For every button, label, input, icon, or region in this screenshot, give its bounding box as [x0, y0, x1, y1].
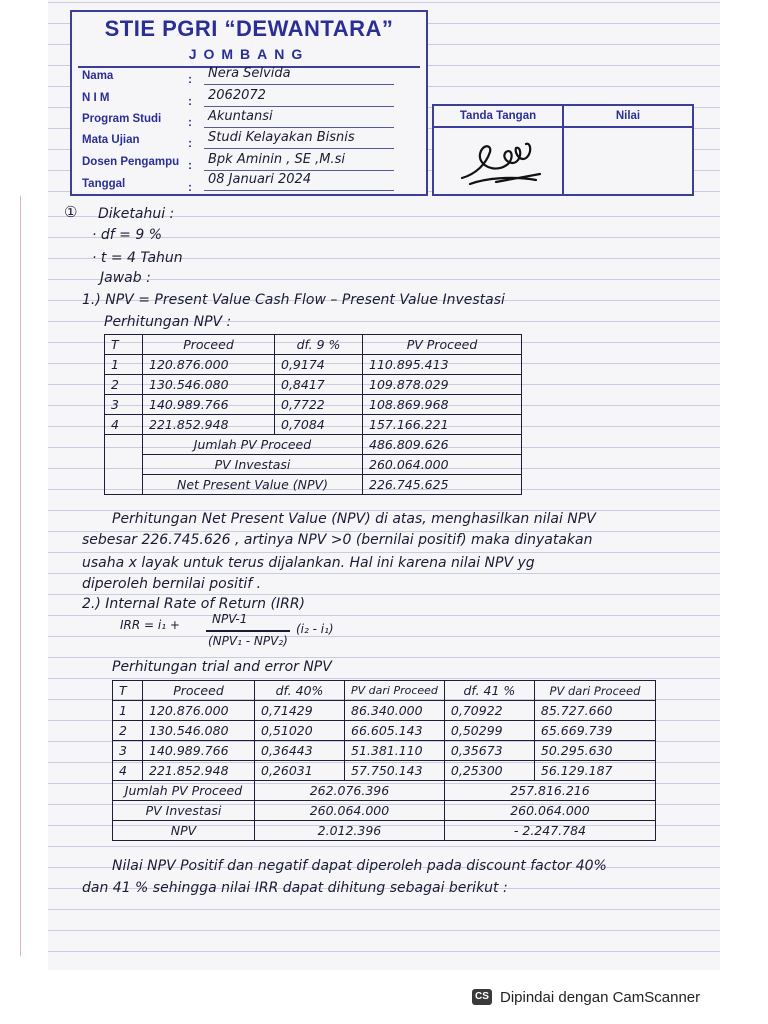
table-row: [105, 395, 522, 415]
irr-trial-table: [112, 680, 656, 841]
field-value-tanggal: 08 Januari 2024: [208, 172, 312, 187]
table-cell: 2: [105, 375, 143, 395]
summary-row: [105, 475, 522, 495]
table-cell: 56.129.187: [534, 761, 655, 781]
scanner-caption: Dipindai dengan CamScanner: [500, 988, 701, 1006]
given-heading: Diketahui :: [98, 206, 175, 222]
summary-value: 262.076.396: [255, 781, 445, 801]
field-label-nama: Nama: [82, 70, 114, 82]
field-colon: :: [188, 136, 192, 150]
field-value-program-studi: Akuntansi: [208, 109, 273, 124]
table-cell: 130.546.080: [143, 721, 255, 741]
table-cell: 66.605.143: [345, 721, 445, 741]
summary-row: [113, 781, 656, 801]
column-header: Proceed: [143, 681, 255, 701]
irr-conclusion-line: dan 41 % sehingga nilai IRR dapat dihitung sebagai berikut :: [82, 880, 508, 896]
field-rule: [204, 84, 394, 85]
given-period: · t = 4 Tahun: [92, 250, 183, 266]
column-header: df. 41 %: [444, 681, 534, 701]
table-cell: 57.750.143: [345, 761, 445, 781]
table-cell: 0,70922: [444, 701, 534, 721]
table-cell: 221.852.948: [143, 761, 255, 781]
given-discount-factor: · df = 9 %: [92, 227, 163, 243]
table-row: [113, 761, 656, 781]
table-cell: 110.895.413: [363, 355, 522, 375]
margin-line: [20, 196, 21, 956]
summary-row: [113, 801, 656, 821]
table-row: [105, 415, 522, 435]
table-cell: 221.852.948: [143, 415, 275, 435]
table-cell: 0,35673: [444, 741, 534, 761]
field-rule: [204, 190, 394, 191]
npv-conclusion-line: sebesar 226.745.626 , artinya NPV >0 (bernilai positif) maka dinyatakan: [82, 532, 593, 548]
summary-row: [105, 435, 522, 455]
summary-label: Jumlah PV Proceed: [113, 781, 255, 801]
table-cell: [105, 455, 143, 475]
field-label-tanggal: Tanggal: [82, 178, 126, 190]
irr-formula-rhs: (i₂ - i₁): [296, 622, 334, 636]
column-header: Proceed: [143, 335, 275, 355]
summary-label: Jumlah PV Proceed: [143, 435, 363, 455]
npv-calc-title: Perhitungan NPV :: [104, 314, 232, 330]
table-cell: [105, 435, 143, 455]
summary-label: PV Investasi: [143, 455, 363, 475]
table-row: [113, 701, 656, 721]
column-header: PV dari Proceed: [534, 681, 655, 701]
field-rule: [204, 106, 394, 107]
npv-conclusion-line: Perhitungan Net Present Value (NPV) di atas, menghasilkan nilai NPV: [112, 511, 596, 527]
summary-label: Net Present Value (NPV): [143, 475, 363, 495]
table-cell: 130.546.080: [143, 375, 275, 395]
field-value-nim: 2062072: [208, 88, 266, 103]
table-cell: 1: [113, 701, 143, 721]
table-header-row: [105, 335, 522, 355]
table-cell: 120.876.000: [143, 701, 255, 721]
column-header: PV Proceed: [363, 335, 522, 355]
table-cell: 109.878.029: [363, 375, 522, 395]
table-cell: 86.340.000: [345, 701, 445, 721]
scanner-watermark: [472, 984, 752, 1010]
table-cell: 140.989.766: [143, 741, 255, 761]
table-header-row: [113, 681, 656, 701]
summary-value: 226.745.625: [363, 475, 522, 495]
table-cell: 65.669.739: [534, 721, 655, 741]
table-cell: 2: [113, 721, 143, 741]
summary-value: 260.064.000: [363, 455, 522, 475]
summary-row: [105, 455, 522, 475]
field-label-nim: N I M: [82, 92, 110, 104]
signature-grade-box: [432, 104, 694, 196]
irr-title: 2.) Internal Rate of Return (IRR): [82, 596, 306, 612]
summary-label: NPV: [113, 821, 255, 841]
summary-value: 260.064.000: [255, 801, 445, 821]
irr-formula-lhs: IRR = i₁ +: [120, 618, 180, 632]
table-cell: 0,50299: [444, 721, 534, 741]
institution-city: JOMBANG: [188, 46, 310, 62]
grade-column-header: Nilai: [564, 106, 692, 128]
signature-divider: [562, 106, 564, 194]
field-rule: [204, 127, 394, 128]
table-cell: 85.727.660: [534, 701, 655, 721]
column-header: T: [113, 681, 143, 701]
column-header: df. 40%: [255, 681, 345, 701]
table-row: [105, 375, 522, 395]
table-cell: 0,7722: [275, 395, 363, 415]
header-box: [70, 10, 428, 196]
irr-formula-numerator: NPV-1: [212, 612, 248, 626]
table-cell: 120.876.000: [143, 355, 275, 375]
field-rule: [204, 170, 394, 171]
irr-formula-denominator: (NPV₁ - NPV₂): [208, 634, 288, 648]
summary-value: 257.816.216: [444, 781, 655, 801]
summary-value: 2.012.396: [255, 821, 445, 841]
table-cell: 108.869.968: [363, 395, 522, 415]
table-row: [113, 721, 656, 741]
table-cell: 4: [113, 761, 143, 781]
table-cell: 3: [113, 741, 143, 761]
table-cell: 3: [105, 395, 143, 415]
table-cell: [105, 475, 143, 495]
answer-heading: Jawab :: [100, 270, 151, 286]
field-label-program-studi: Program Studi: [82, 113, 162, 125]
table-cell: 51.381.110: [345, 741, 445, 761]
fraction-bar: [206, 630, 290, 632]
summary-value: - 2.247.784: [444, 821, 655, 841]
npv-conclusion-line: diperoleh bernilai positif .: [82, 576, 262, 592]
question-marker: ①: [64, 203, 78, 221]
field-colon: :: [188, 180, 192, 194]
summary-row: [113, 821, 656, 841]
table-cell: 1: [105, 355, 143, 375]
table-cell: 4: [105, 415, 143, 435]
field-value-mata-ujian: Studi Kelayakan Bisnis: [208, 130, 355, 145]
field-label-mata-ujian: Mata Ujian: [82, 134, 140, 146]
table-cell: 157.166.221: [363, 415, 522, 435]
field-rule: [204, 148, 394, 149]
institution-title: STIE PGRI “DEWANTARA”: [104, 16, 394, 41]
handwritten-signature: [456, 134, 546, 190]
table-cell: 0,51020: [255, 721, 345, 741]
table-cell: 0,8417: [275, 375, 363, 395]
table-row: [113, 741, 656, 761]
summary-value: 260.064.000: [444, 801, 655, 821]
column-header: PV dari Proceed: [345, 681, 445, 701]
field-colon: :: [188, 94, 192, 108]
field-colon: :: [188, 72, 192, 86]
trial-error-title: Perhitungan trial and error NPV: [112, 659, 332, 675]
table-cell: 0,71429: [255, 701, 345, 721]
table-cell: 0,25300: [444, 761, 534, 781]
table-row: [105, 355, 522, 375]
summary-label: PV Investasi: [113, 801, 255, 821]
npv-conclusion-line: usaha x layak untuk terus dijalankan. Hal ini karena nilai NPV yg: [82, 555, 535, 571]
field-colon: :: [188, 158, 192, 172]
field-value-dosen: Bpk Aminin , SE ,M.si: [208, 152, 345, 167]
table-cell: 140.989.766: [143, 395, 275, 415]
signature-column-header: Tanda Tangan: [434, 106, 562, 128]
column-header: df. 9 %: [275, 335, 363, 355]
field-label-dosen: Dosen Pengampu: [82, 156, 180, 168]
camscanner-icon: CS: [472, 989, 492, 1005]
npv-definition: 1.) NPV = Present Value Cash Flow – Present Value Investasi: [82, 292, 505, 308]
table-cell: 0,7084: [275, 415, 363, 435]
field-colon: :: [188, 115, 192, 129]
table-cell: 0,26031: [255, 761, 345, 781]
npv-table: [104, 334, 522, 495]
summary-value: 486.809.626: [363, 435, 522, 455]
field-value-nama: Nera Selvida: [208, 66, 291, 81]
table-cell: 50.295.630: [534, 741, 655, 761]
table-cell: 0,9174: [275, 355, 363, 375]
column-header: T: [105, 335, 143, 355]
table-cell: 0,36443: [255, 741, 345, 761]
irr-conclusion-line: Nilai NPV Positif dan negatif dapat diperoleh pada discount factor 40%: [112, 858, 607, 874]
